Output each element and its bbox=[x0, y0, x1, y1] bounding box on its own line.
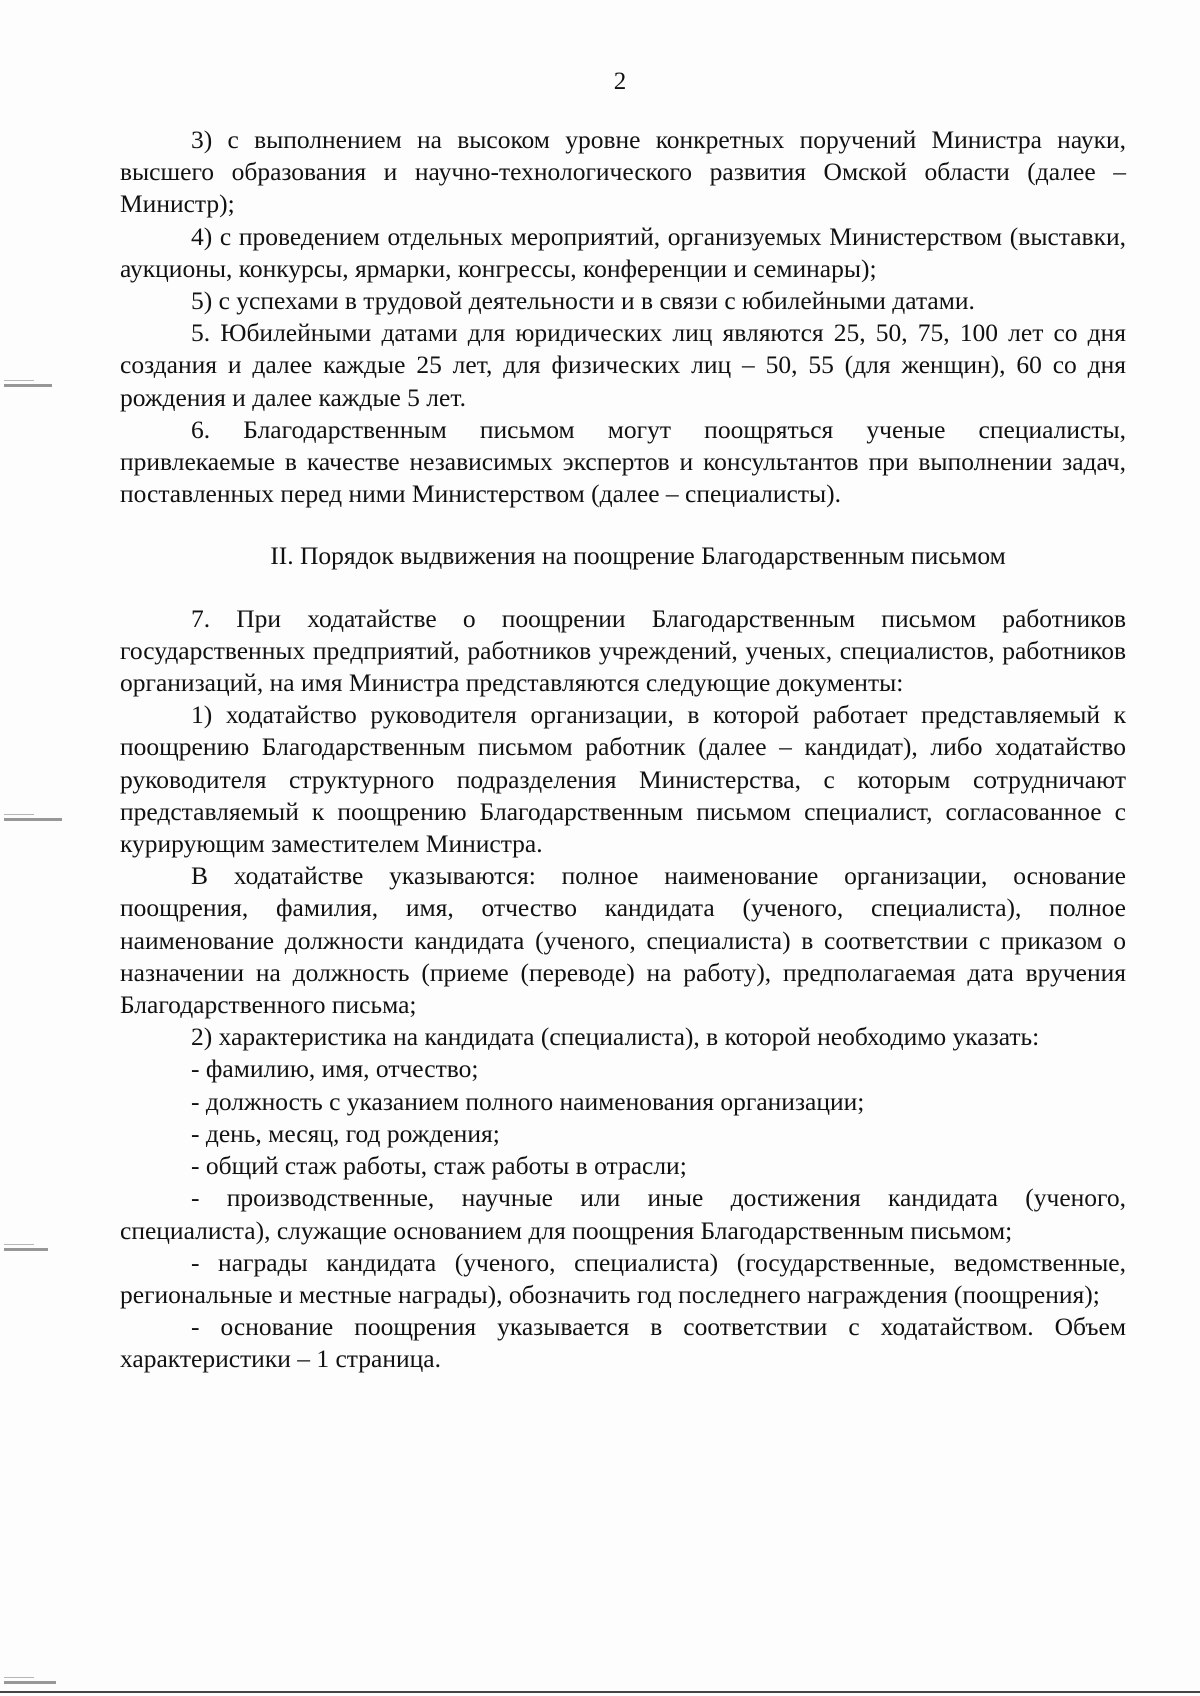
section-heading: II. Порядок выдвижения на поощрение Благодарственным письмом bbox=[270, 541, 1006, 571]
document-body bbox=[120, 124, 1126, 1376]
paragraph-item-5: 5) с успехами в трудовой деятельности и в связи с юбилейными датами. bbox=[191, 286, 975, 316]
clause-6-specialists: 6. Благодарственным письмом могут поощряться ученые специалисты, привлекаемые в качестве независимых экспертов и консультантов при выполнении задач, поставленных перед ними Министерством (далее – специалисты). bbox=[120, 414, 1126, 509]
characteristic-item-achievements: - производственные, научные или иные достижения кандидата (ученого, специалиста), служащие основанием для поощрения Благодарственным письмом; bbox=[120, 1183, 1126, 1245]
characteristic-item-experience: - общий стаж работы, стаж работы в отрасли; bbox=[191, 1151, 687, 1181]
petition-contents-paragraph: В ходатайстве указываются: полное наименование организации, основание поощрения, фамилия, имя, отчество кандидата (ученого, специалиста), полное наименование должности кандидата (ученого, специалиста) в соответствии с приказом о назначении на должность (приеме (переводе) на работу), предполагаемая дата вручения Благодарственного письма; bbox=[120, 861, 1126, 1020]
scan-margin-mark bbox=[4, 1681, 56, 1684]
subclause-1-petition: 1) ходатайство руководителя организации, в которой работает представляемый к поощрению Благодарственным письмом работник (далее – кандидат), либо ходатайство руководителя структурного подразделения Министерства, с которым сотрудничают представляемый к поощрению Благодарственным письмом специалист, согласованное с курирующим заместителем Министра. bbox=[120, 700, 1126, 859]
scan-margin-mark bbox=[4, 1248, 48, 1251]
characteristic-item-position: - должность с указанием полного наименования организации; bbox=[191, 1086, 865, 1116]
subclause-2-characteristic: 2) характеристика на кандидата (специалиста), в которой необходимо указать: bbox=[191, 1022, 1040, 1052]
paragraph-item-3: 3) с выполнением на высоком уровне конкретных поручений Министра науки, высшего образования и научно-технологического развития Омской области (далее – Министр); bbox=[120, 125, 1126, 219]
clause-7-documents: 7. При ходатайстве о поощрении Благодарственным письмом работников государственных предприятий, работников учреждений, ученых, специалистов, работников организаций, на имя Министра представляются следующие документы: bbox=[120, 603, 1126, 698]
scan-margin-mark bbox=[4, 384, 52, 387]
scan-margin-mark bbox=[4, 818, 62, 821]
page-number: 2 bbox=[613, 68, 627, 95]
clause-5-anniversary-dates: 5. Юбилейными датами для юридических лиц являются 25, 50, 75, 100 лет со дня создания и далее каждые 25 лет, для физических лиц – 50, 55 (для женщин), 60 со дня рождения и далее каждые 5 лет. bbox=[120, 318, 1126, 412]
characteristic-item-basis: - основание поощрения указывается в соответствии с ходатайством. Объем характеристики – 1 страница. bbox=[120, 1312, 1126, 1374]
characteristic-item-name: - фамилию, имя, отчество; bbox=[191, 1054, 479, 1084]
characteristic-item-birthdate: - день, месяц, год рождения; bbox=[191, 1118, 500, 1148]
paragraph-item-4: 4) с проведением отдельных мероприятий, организуемых Министерством (выставки, аукционы, конкурсы, ярмарки, конгрессы, конференции и семинары); bbox=[120, 221, 1126, 283]
characteristic-item-awards: - награды кандидата (ученого, специалиста) (государственные, ведомственные, региональные и местные награды), обозначить год последнего награждения (поощрения); bbox=[120, 1247, 1126, 1309]
scan-bottom-edge bbox=[0, 1691, 1200, 1693]
